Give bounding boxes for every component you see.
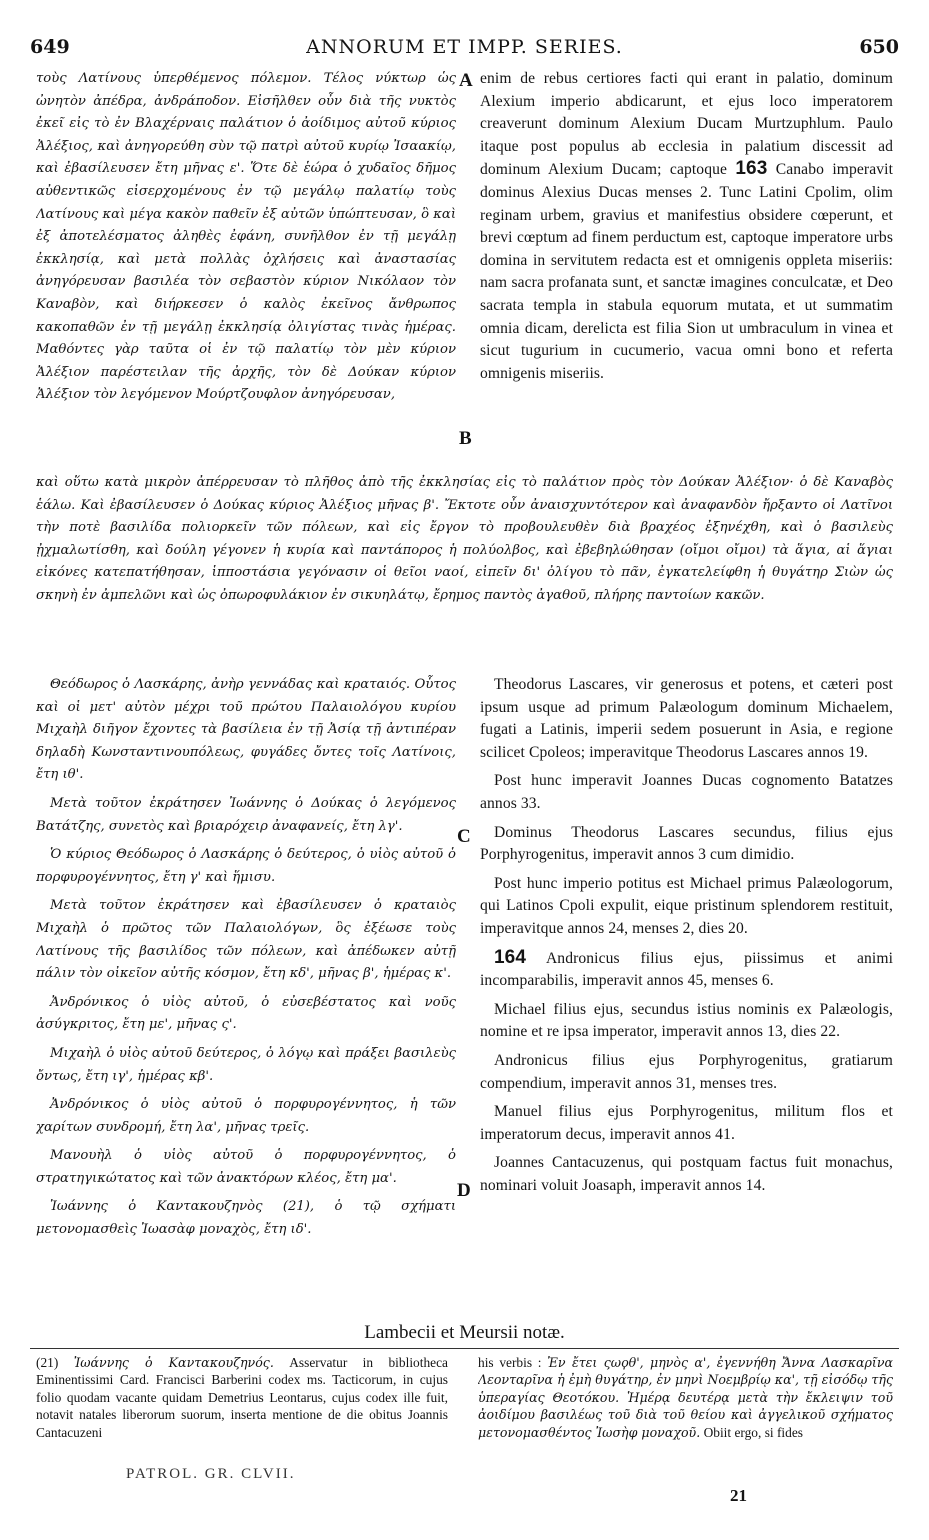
greek-paragraph: Ἀνδρόνικος ὁ υἱὸς αὐτοῦ, ὁ εὐσεβέστατος καὶ νοῦς ἀσύγκριτος, ἔτη με', μῆνας ς'. (36, 994, 456, 1033)
greek-column-lower (36, 674, 456, 1314)
note-text: Obiit ergo, si fides (703, 1424, 804, 1440)
column-number-163: 163 (735, 158, 768, 180)
latin-paragraph: Post hunc imperio potitus est Michael primus Palæologorum, qui Latinos Cpoli expulit, eique pristinum splendorem restituit, imperavitque annos 24, menses 2, dies 20. (480, 874, 893, 937)
latin-paragraph (480, 947, 893, 993)
latin-paragraph (480, 68, 893, 385)
latin-column-lower (480, 674, 893, 1314)
margin-marker-a: A (459, 70, 473, 91)
running-title: ANNORUM ET IMPP. SERIES. (306, 36, 623, 58)
latin-text-part-1: enim de rebus certiores facti qui erant in palatio, dominum Alexium imperio abdicarunt, et ejus loco imperatorem creaverunt dominum Alexium Ducam Murtzuphlum. Paulo itaque post populus ab ecclesia in palatium discessit ad dominum Alexium Ducam; captoque (480, 70, 893, 179)
running-head (30, 36, 899, 62)
latin-paragraph: Manuel filius ejus Porphyrogenitus, militum flos et imperatorum decus, imperavit annos 41. (480, 1103, 893, 1143)
page-number-right: 650 (859, 36, 899, 58)
latin-paragraph: Dominus Theodorus Lascares secundus, filius ejus Porphyrogenitus, imperavit annos 3 cum dimidio. (480, 823, 893, 864)
latin-paragraph: Andronicus filius ejus Porphyrogenitus, gratiarum compendium, imperavit annos 31, menses tres. (480, 1051, 893, 1092)
notes-title: Lambecii et Meursii notæ. (364, 1322, 565, 1343)
greek-paragraph: Ἀνδρόνικος ὁ υἱὸς αὐτοῦ ὁ πορφυρογέννητος, ἡ τῶν χαρίτων συνδρομή, ἔτη λα', μῆνας τρεῖς. (36, 1097, 456, 1135)
greek-paragraph: Μανουὴλ ὁ υἱὸς αὐτοῦ ὁ πορφυρογέννητος, ὁ στρατηγικώτατος καὶ τῶν ἀνακτόρων κλέος, ἔτη μα'. (36, 1148, 456, 1186)
page-number-left: 649 (30, 36, 70, 58)
greek-paragraph: τοὺς Λατίνους ὑπερθέμενος πόλεμον. Τέλος νύκτωρ ὡς ὠνητὸν ἀπέδρα, ἀνδράποδον. Εἰσῆλθεν οὖν διὰ τῆς νυκτὸς ἐκεῖ εἰς τὸ ἐν Βλαχέρναις παλάτιον ὁ ἀοίδιμος αὐτοῦ κύριος Ἀλέξιος, καὶ ἀνηγορεύθη σὺν τῷ πατρὶ αὐτοῦ κυρίῳ Ἰσαακίῳ, καὶ ἐβασίλευσεν ἔτη μῆνας ε'. Ὅτε δὲ ἑώρα ὁ χυδαῖος δῆμος αὐθεντικῶς εἰσερχομένους ἐν τῷ μεγάλῳ παλατίῳ τοὺς Λατίνους καὶ μέγα κακὸν παθεῖν ἐξ αὐτῶν ὑπώπτευσαν, ὃ καὶ ἐξ ἀποτελέσματος ἀληθὲς ἐφάνη, συνῆλθον ἐν τῇ μεγάλῃ ἐκκλησίᾳ, καὶ μετὰ πολλὰς ὀχλήσεις καὶ ἀναστασίας ἀνηγόρευσαν βασιλέα τὸν σεβαστὸν κύριον Νικόλαον τὸν Καναβὸν, καὶ διήρκεσεν ὁ καλὸς ἐκεῖνος ἄνθρωπος κακοπαθῶν ἐν τῇ μεγάλῃ ἐκκλησίᾳ ὀλιγίστας τινὰς ἡμέρας. Μαθόντες γὰρ ταῦτα οἱ ἐν τῷ παλατίῳ τὸν μὲν κύριον Ἀλέξιον παρέστειλαν τῆς ἀρχῆς, τὸν δὲ Δούκαν κύριον Ἀλέξιον τὸν λεγόμενον Μούρτζουφλον ἀνηγόρευσαν, (36, 71, 456, 403)
footer-source: PATROL. GR. CLVII. (126, 1466, 296, 1482)
column-number-164: 164 (494, 946, 527, 968)
note-label: (21) (36, 1355, 59, 1370)
latin-text: Andronicus filius ejus, piissimus et animi incomparabilis, imperavit annos 45, menses 6. (480, 949, 893, 990)
margin-marker-c: C (457, 826, 471, 847)
greek-paragraph: Ὁ κύριος Θεόδωρος ὁ Λασκάρης ὁ δεύτερος, ὁ υἱὸς αὐτοῦ ὁ πορφυρογέννητος, ἔτη γ' καὶ ἥμισυ. (36, 847, 456, 885)
latin-paragraph: Joannes Cantacuzenus, qui postquam factus fuit monachus, nominari voluit Joasaph, imperavit annos 14. (480, 1154, 893, 1194)
margin-marker-b: B (459, 428, 472, 449)
latin-column-top (480, 68, 893, 468)
greek-paragraph: Μιχαὴλ ὁ υἱὸς αὐτοῦ δεύτερος, ὁ λόγῳ καὶ πράξει βασιλεὺς ὄντως, ἔτη ιγ', ἡμέρας κβ'. (36, 1045, 456, 1084)
latin-text-part-2: Canabo imperavit dominus Alexius Ducas menses 2. Tunc Latini Cpolim, olim reginam urbem, gravius et manifestius obsidere cœperunt, et brevi cœptum ad finem perductum est, captoque imperatore urbs domina in servitutem redacta est et omnigenis oppleta miseriis: nam sacra profanata sunt, et sanctæ imagines conculcatæ, et Deo sacrata templa in stabula equorum mutata, et ut summatim omnia dicam, derelicta est filia Sion ut umbraculum in vinea et sicut tugurium in cucumerio, vacua omni bono et referta omnigenis miseriis. (480, 161, 893, 382)
greek-column-top (36, 68, 456, 468)
note-right (478, 1354, 893, 1478)
latin-paragraph: Post hunc imperavit Joannes Ducas cognomento Batatzes annos 33. (480, 772, 893, 812)
note-greek-quote: Ἐν ἔτει ςωϙθ', μηνὸς α', ἐγεννήθη Ἄννα Λασκαρῖνα Λεονταρῖνα ἡ ἐμὴ θυγάτηρ, ἐν μηνὶ Νοεμβρίῳ κα', τῇ εἰσόδῳ τῆς ὑπεραγίας Θεοτόκου. Ἡμέρᾳ δευτέρᾳ μετὰ τὴν ἔκλειψιν τοῦ ἀοιδίμου βασιλέως τοῦ διὰ τοῦ θείου καὶ ἀγγελικοῦ σχήματος μετονομασθέντος Ἰωσὴφ μοναχοῦ. (478, 1355, 893, 1440)
greek-paragraph: Θεόδωρος ὁ Λασκάρης, ἀνὴρ γεννάδας καὶ κραταιός. Οὗτος καὶ οἱ μετ' αὐτὸν μέχρι τοῦ πρώτου Παλαιολόγου κυρίου Μιχαὴλ διῆγον ἔχοντες τὰ βασίλεια ἐν τῇ Ἀσίᾳ τῇ ἀντιπέραν δηλαδὴ Κωνσταντινουπόλεως, φυγάδες ὄντες τοῖς Λατίνοις, ἔτη ιθ'. (36, 677, 456, 783)
signature-mark: 21 (730, 1486, 747, 1505)
greek-paragraph: Ἰωάννης ὁ Καντακουζηνὸς (21), ὁ τῷ σχήματι μετονομασθεὶς Ἰωασὰφ μοναχὸς, ἔτη ιδ'. (36, 1199, 456, 1238)
latin-paragraph: Michael filius ejus, secundus istius nominis ex Palæologis, nomine et re ipsa imperator, imperavit annos 13, dies 22. (480, 1000, 893, 1041)
greek-full-width (36, 472, 893, 672)
note-text: his verbis : (478, 1355, 542, 1370)
notes-divider (30, 1348, 899, 1349)
latin-paragraph: Theodorus Lascares, vir generosus et potens, et cæteri post ipsum usque ad primum Palæologum dominum Michaelem, fugati a Latinis, imperii sedem posuerunt in Asia, e regione scilicet Cpoleos; imperavitque Theodorus Lascares annos 19. (480, 676, 893, 761)
greek-paragraph: καὶ οὕτω κατὰ μικρὸν ἀπέρρευσαν τὸ πλῆθος ἀπὸ τῆς ἐκκλησίας εἰς τὸ παλάτιον πρὸς τὸν Δούκαν Ἀλέξιον· ὁ δὲ Καναβὸς ἑάλω. Καὶ ἐβασίλευσεν ὁ Δούκας κύριος Ἀλέξιος μῆνας β'. Ἔκτοτε οὖν ἀναισχυντότερον καὶ ἀναφανδὸν ἤρξαντο οἱ Λατῖνοι τὴν ποτὲ βασιλίδα πολιορκεῖν τῶν πόλεων, καὶ εἰς ἔργον τὸ προβουλευθὲν διὰ βραχέος ἐξηνέχθη, καὶ ὁ βασιλεὺς ᾐχμαλωτίσθη, καὶ δούλη γέγονεν ἡ κυρία καὶ παντάπορος ἡ πολύολβος, καὶ ἐβεβηλώθησαν (οἴμοι οἴμοι) τὰ ἅγια, αἱ ἅγιαι εἰκόνες κατεπατήθησαν, ἱπποστάσια γεγόνασιν οἱ θεῖοι ναοί, εἰπεῖν δι' ὀλίγου τὸ πᾶν, ἐγκατελείφθη ἡ θυγάτηρ Σιὼν ὡς σκηνὴ ἐν ἀμπελῶνι καὶ ὡς ὀπωροφυλάκιον ἐν σικυηλάτῳ, ἔρημος παντὸς ἀγαθοῦ, πλήρης παντοίων κακῶν. (36, 475, 893, 603)
note-left (36, 1354, 448, 1460)
margin-marker-d: D (457, 1180, 471, 1201)
greek-paragraph: Μετὰ τοῦτον ἐκράτησεν καὶ ἐβασίλευσεν ὁ κραταιὸς Μιχαὴλ ὁ πρῶτος τῶν Παλαιολόγων, ὃς ἐξέωσε τοὺς Λατίνους τῆς βασιλίδος τῶν πόλεων, καὶ ἀπέδωκεν αὐτῇ πάλιν τὸν οἰκεῖον αὐτῆς κόσμον, ἔτη κδ', μῆνας β', ἡμέρας κ'. (36, 898, 456, 982)
note-text: Asservatur in bibliotheca Eminentissimi Card. Francisci Barberini codex ms. Tacticorum, in cujus folio quodam vacante quidam Demetrius Leontarus, cujus codex ille fuit, notavit natales liberorum suorum, inserta mentione de die obitus Joannis Cantacuzeni (36, 1355, 448, 1440)
greek-paragraph: Μετὰ τοῦτον ἐκράτησεν Ἰωάννης ὁ Δούκας ὁ λεγόμενος Βατάτζης, συνετὸς καὶ βριαρόχειρ ἀναφανείς, ἔτη λγ'. (36, 795, 456, 834)
note-greek-lemma: Ἰωάννης ὁ Καντακουζηνός. (73, 1355, 274, 1370)
